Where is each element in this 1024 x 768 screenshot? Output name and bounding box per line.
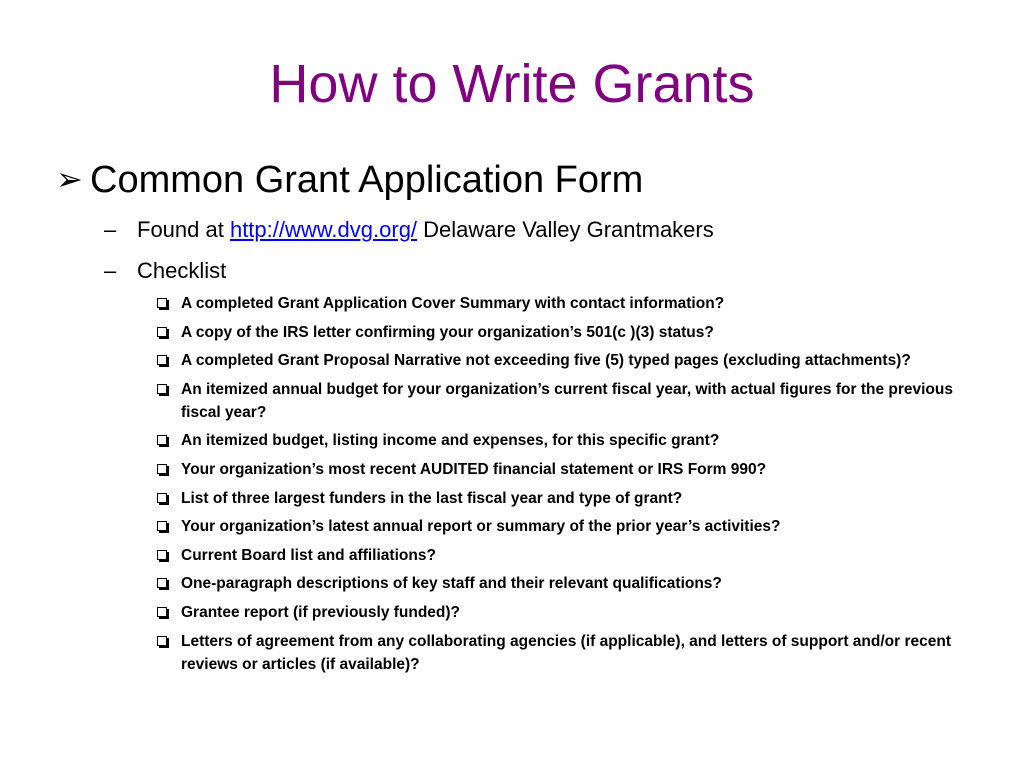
arrow-bullet-icon: ➢ [56,161,83,197]
checklist-heading [104,256,226,286]
found-suffix: Delaware Valley Grantmakers [417,217,714,242]
checklist-label: Checklist [137,258,227,283]
checklist-item [157,515,957,538]
found-at-line [104,215,714,245]
checkbox-bullet-icon [157,464,167,474]
checklist-item [157,429,957,452]
main-bullet-text: Common Grant Application Form [90,159,644,201]
checklist-item [157,487,957,510]
checklist-item [157,321,957,344]
dash-bullet: – [104,258,117,283]
checkbox-bullet-icon [157,607,167,617]
dash-bullet: – [104,217,117,242]
checklist-item-text: Grantee report (if previously funded)? [181,603,461,621]
checklist-item-text: A completed Grant Application Cover Summary with contact information? [181,295,725,312]
checklist-item [157,572,957,595]
checklist-item [157,630,957,676]
checkbox-bullet-icon [157,493,167,503]
checkbox-bullet-icon [157,578,167,588]
checkbox-bullet-icon [157,636,167,646]
checklist-item-text: Your organization’s most recent AUDITED financial statement or IRS Form 990? [181,460,767,478]
checklist-item-text: A copy of the IRS letter confirming your organization’s 501(c )(3) status? [181,323,714,341]
main-bullet [56,154,643,205]
checkbox-bullet-icon [157,327,167,337]
found-prefix: Found at [137,217,230,242]
checklist-item-text: Letters of agreement from any collaborating agencies (if applicable), and letters of support and/or recent reviews or articles (if available)? [181,632,951,673]
checklist-item [157,544,957,567]
checklist-item [157,458,957,481]
checklist-item-text: Your organization’s latest annual report or summary of the prior year’s activities? [181,518,781,536]
checklist-item [157,349,957,372]
checklist-item [157,292,957,315]
checkbox-bullet-icon [157,298,167,308]
checklist [157,292,957,681]
checkbox-bullet-icon [157,550,167,560]
checkbox-bullet-icon [157,384,167,394]
checklist-item-text: A completed Grant Proposal Narrative not exceeding five (5) typed pages (excluding attachments)? [181,352,911,370]
checklist-item-text: One-paragraph descriptions of key staff and their relevant qualifications? [181,575,722,593]
checklist-item-text: An itemized budget, listing income and expenses, for this specific grant? [181,432,720,450]
slide-title: How to Write Grants [269,54,755,114]
checklist-item [157,601,957,624]
checkbox-bullet-icon [157,521,167,531]
dvg-link[interactable]: http://www.dvg.org/ [229,217,418,242]
checklist-item [157,378,957,424]
checklist-item-text: An itemized annual budget for your organization’s current fiscal year, with actual figures for the previous fiscal year? [181,380,953,421]
checklist-item-text: Current Board list and affiliations? [181,546,436,564]
checklist-item-text: List of three largest funders in the last fiscal year and type of grant? [181,489,683,507]
checkbox-bullet-icon [157,435,167,445]
checkbox-bullet-icon [157,355,167,365]
